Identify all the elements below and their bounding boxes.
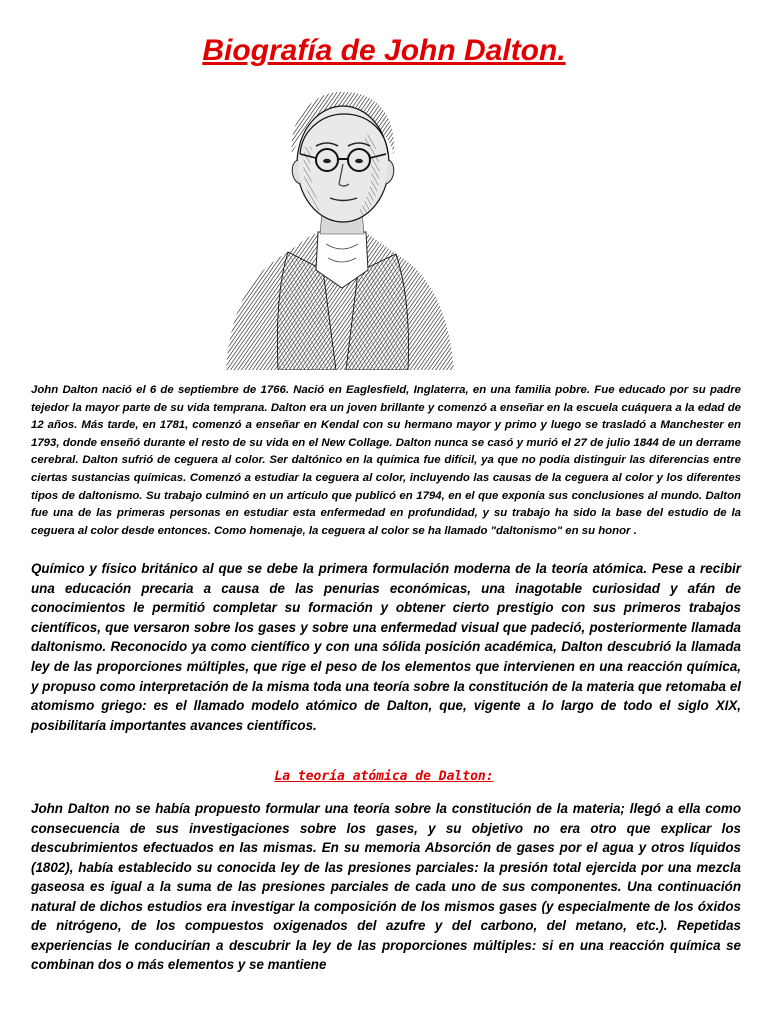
portrait-image [218,84,460,370]
page-title: Biografía de John Dalton. [202,34,566,67]
biography-paragraph-2: Químico y físico británico al que se debe la primera formulación moderna de la teoría atómica. Pese a recibir una educación precaria a causa de las penurias económicas, una inagotable curiosidad y afán de conocimientos le permitió completar su formación y obtener cierto prestigio con sus primeros trabajos científicos, que versaron sobre los gases y sobre una enfermedad visual que padeció, posteriormente llamada daltonismo. Reconocido ya como científico y con una sólida posición académica, Dalton descubrió la llamada ley de las proporciones múltiples, que rige el peso de los elementos que intervienen en una reacción química, y propuso como interpretación de la misma toda una teoría sobre la constitución de la materia que retomaba el atomismo griego: es el llamado modelo atómico de Dalton, que, vigente a lo largo de todo el siglo XIX, posibilitaría importantes avances científicos. [31,561,741,733]
section-heading-atomic-theory: La teoría atómica de Dalton: [274,769,494,784]
biography-paragraph-1: John Dalton nació el 6 de septiembre de 1766. Nació en Eaglesfield, Inglaterra, en una familia pobre. Fue educado por su padre tejedor la mayor parte de su vida temprana. Dalton era un joven brillante y comenzó a enseñar en la escuela cuáquera a la edad de 12 años. Más tarde, en 1781, comenzó a enseñar en Kendal con su hermano mayor y primo y luego se trasladó a Manchester en 1793, donde enseñó durante el resto de su vida en el New Collage. Dalton nunca se casó y murió el 27 de julio 1844 de un derrame cerebral. Dalton sufrió de ceguera al color. Ser daltónico en la química fue difícil, ya que no podía distinguir las diferencias entre ciertas sustancias químicas. Comenzó a estudiar la ceguera al color, incluyendo las causas de la ceguera al color y los diferentes tipos de daltonismo. Su trabajo culminó en un artículo que publicó en 1794, en el que exponía sus conclusiones al mundo. Dalton fue una de las primeras personas en estudiar esta enfermedad en profundidad, y su trabajo ha sido la base del estudio de la ceguera al color desde entonces. Como homenaje, la ceguera al color se ha llamado "daltonismo" en su honor . [31,384,741,537]
atomic-theory-paragraph: John Dalton no se había propuesto formular una teoría sobre la constitución de la materia; llegó a ella como consecuencia de sus investigaciones sobre los gases, y su objetivo no era otro que explicar los descubrimientos efectuados en las mismas. En su memoria Absorción de gases por el agua y otros líquidos (1802), había establecido su conocida ley de las presiones parciales: la presión total ejercida por una mezcla gaseosa es igual a la suma de las presiones parciales de cada uno de sus componentes. Una continuación natural de dichos estudios era investigar la composición de los mismos gases (y especialmente de los óxidos de nitrógeno, de los compuestos oxigenados del azufre y del carbono, del metano, etc.). Repetidas experiencias le conducirían a descubrir la ley de las proporciones múltiples: si en una reacción química se combinan dos o más elementos y se mantiene [31,801,741,972]
